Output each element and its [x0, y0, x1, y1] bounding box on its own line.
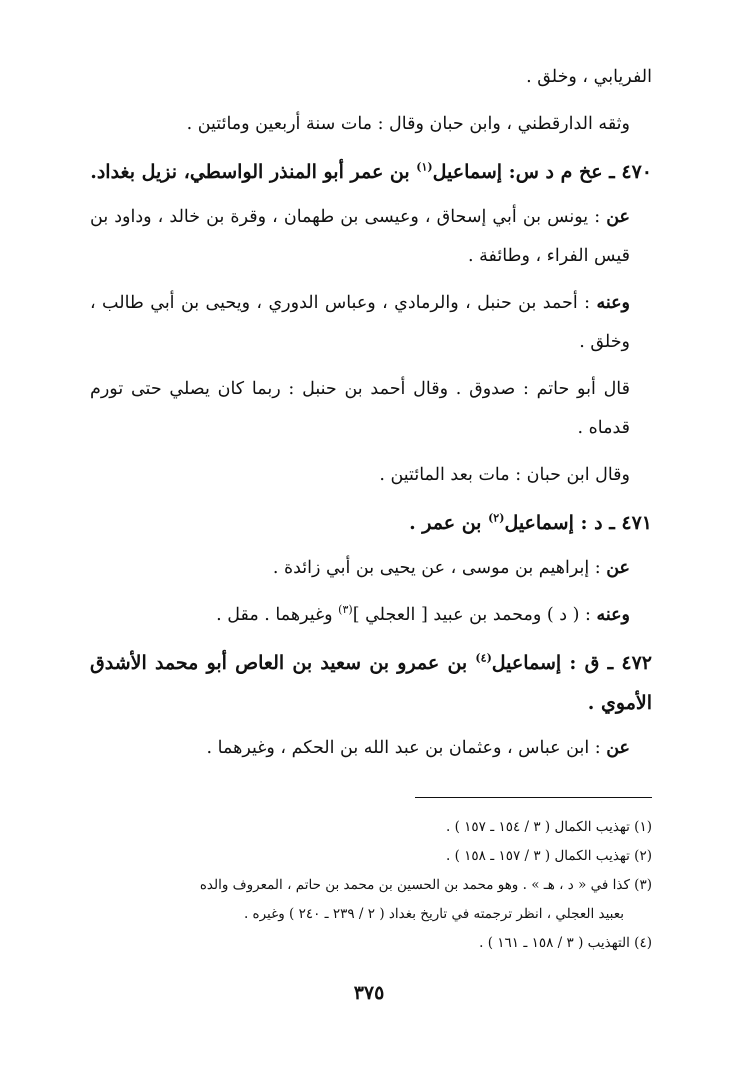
entry-470-narrated-from: [90, 198, 652, 276]
footnotes: [90, 813, 652, 958]
entry-471-narrated-by: [90, 596, 652, 635]
entry-470-narrated-by: [90, 284, 652, 362]
footnote-4: (٤) التهذيب ( ٣ / ١٥٨ ـ ١٦١ ) .: [479, 935, 652, 951]
entry-470-grading: قال أبو حاتم : صدوق . وقال أحمد بن حنبل : ربما كان يصلي حتى تورم قدماه .: [90, 379, 630, 438]
paragraph-line-2: وثقه الدارقطني ، وابن حبان وقال : مات سنة أربعين ومائتين .: [186, 114, 630, 134]
footnote-ref-1: (١): [416, 160, 433, 174]
entry-471-head: ٤٧١ ـ د : إسماعيل: [504, 512, 652, 534]
footnote-2: (٢) تهذيب الكمال ( ٣ / ١٥٧ ـ ١٥٨ ) .: [446, 848, 652, 864]
an-text: : ابن عباس ، وعثمان بن عبد الله بن الحكم ، وغيرهما .: [206, 738, 607, 758]
wanhu-text-2: وغيرهما . مقل .: [216, 605, 339, 625]
entry-470-heading: [90, 152, 652, 192]
wanhu-text-1: : ( د ) ومحمد بن عبيد [ العجلي ]: [352, 605, 597, 625]
entry-472-tail: بن عمرو بن سعيد بن العاص أبو محمد الأشدق الأموي .: [90, 652, 652, 714]
entry-472-head: ٤٧٢ ـ ق : إسماعيل: [491, 652, 652, 674]
wanhu-text: : أحمد بن حنبل ، والرمادي ، وعباس الدوري ، ويحيى بن أبي طالب ، وخلق .: [90, 293, 630, 352]
entry-470-head: ٤٧٠ ـ عخ م د س: إسماعيل: [432, 161, 652, 183]
an-label: عن: [606, 558, 630, 578]
footnote-ref-3: (٣): [338, 603, 353, 617]
wanhu-label: وعنه: [596, 605, 630, 625]
entry-471-narrated-from: [90, 549, 652, 588]
entry-472-narrated-from: [90, 729, 652, 768]
entry-470-death: وقال ابن حبان : مات بعد المائتين .: [379, 465, 630, 485]
page-number: ٣٧٥: [353, 982, 385, 1004]
an-text: : يونس بن أبي إسحاق ، وعيسى بن طهمان ، وقرة بن خالد ، وداود بن قيس الفراء ، وطائفة .: [90, 207, 630, 266]
footnote-ref-4: (٤): [475, 651, 492, 665]
an-text: : إبراهيم بن موسى ، عن يحيى بن أبي زائدة .: [272, 558, 607, 578]
paragraph-line-1: الفريابي ، وخلق .: [526, 67, 652, 87]
an-label: عن: [606, 207, 630, 227]
entry-470-tail: بن عمر أبو المنذر الواسطي، نزيل بغداد.: [90, 161, 417, 183]
entry-471-tail: بن عمر .: [409, 512, 489, 534]
footnote-1: (١) تهذيب الكمال ( ٣ / ١٥٤ ـ ١٥٧ ) .: [446, 819, 652, 835]
an-label: عن: [606, 738, 630, 758]
wanhu-label: وعنه: [596, 293, 630, 313]
footnote-3: [90, 871, 652, 929]
entry-472-heading: [90, 643, 652, 723]
footnote-ref-2: (٢): [488, 511, 505, 525]
footnote-divider: [415, 797, 652, 798]
footnote-3-line-2: بعبيد العجلي ، انظر ترجمته في تاريخ بغداد ( ٢ / ٢٣٩ ـ ٢٤٠ ) وغيره .: [243, 906, 624, 922]
footnote-3-line-1: (٣) كذا في « د ، هـ » . وهو محمد بن الحسين بن محمد بن حاتم ، المعروف والده: [199, 877, 652, 893]
entry-471-heading: [90, 503, 652, 543]
